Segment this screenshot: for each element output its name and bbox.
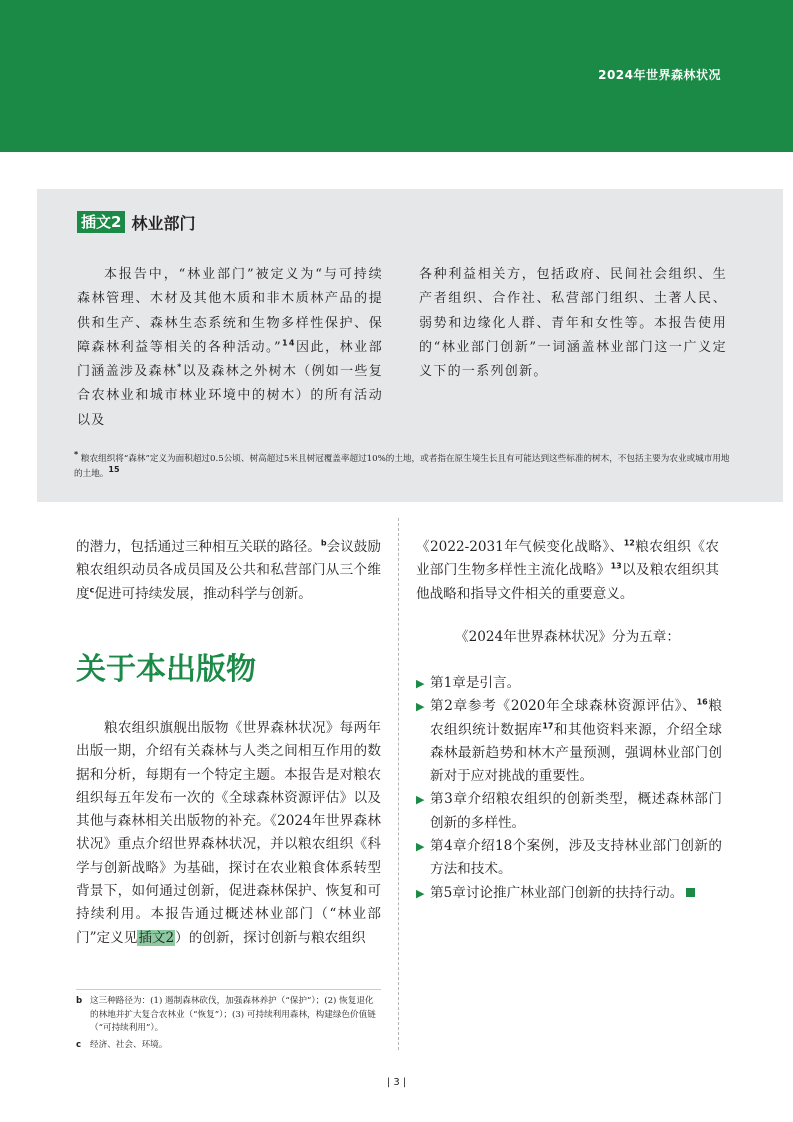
- page-header: [0, 0, 793, 152]
- chapter-text: 第4章介绍18个案例，涉及支持林业部门创新的方法和技术。: [430, 838, 722, 878]
- page-number: | 3 |: [386, 1077, 407, 1088]
- box-footnote: [74, 452, 734, 482]
- footnote-item: [76, 995, 381, 1036]
- text-segment: 《2022-2031年气候变化战略》、: [416, 539, 624, 555]
- chapter-list: [416, 672, 722, 905]
- footnote-asterisk[interactable]: *: [177, 362, 183, 372]
- paragraph-pathways: [76, 536, 381, 606]
- box-label: 插文2: [77, 211, 125, 233]
- footnote-text: 这三种路径为：(1) 遏制森林砍伐，加强森林养护（“保护”）；(2) 恢复退化的林地并扩大复合农林业（“恢复”）；(3) 可持续利用森林，构建绿色价值链（“可持续利用”）。: [90, 996, 376, 1033]
- text-segment: 粮农组织旗舰出版物《世界森林状况》每两年出版一期，介绍有关森林与人类之间相互作用的数据和分析，每期有一个特定主题。本报告是对粮农组织每五年发布一次的《全球森林资源评估》以及其他与森林相关出版物的补充。《2024年世界森林状况》重点介绍世界森林状况，并以粮农组织《科学与创新战略》为基础，探讨在农业粮食体系转型背景下，如何通过创新，促进森林保护、恢复和可持续利用。本报告通过概述林业部门（“林业部门”定义见: [76, 720, 381, 946]
- text-segment: 会议鼓励粮农组织动员各成员国及公共和私营部门从三个维度: [76, 539, 382, 602]
- footnote-text: 经济、社会、环境。: [90, 1039, 168, 1050]
- section-title: 关于本出版物: [76, 652, 256, 687]
- text-segment: 第5章讨论推广林业部门创新的扶持行动。: [430, 884, 684, 901]
- footnote-mark: b: [76, 996, 83, 1006]
- footnote-item: [76, 1039, 381, 1053]
- text-segment: 粮农组织统计数据库: [430, 698, 722, 738]
- text-segment: 的潜力，包括通过三种相互关联的路径。: [76, 539, 321, 555]
- ref-13[interactable]: 13: [610, 561, 622, 571]
- box-text-segment: 以及森林之外树木（例如一些复合农林业和城市林业环境中的树木）的所有活动以及: [77, 364, 383, 428]
- text-segment: 第2章参考《2020年全球森林资源评估》、: [430, 698, 697, 715]
- chapter-text: 第1章是引言。: [430, 675, 521, 691]
- paragraph-about: [76, 717, 381, 950]
- chapter-text: 第3章介绍粮农组织的创新类型，概述森林部门创新的多样性。: [430, 791, 722, 831]
- box-text-segment: 因此，林业部门涵盖涉及森林: [77, 339, 383, 380]
- box-text-segment: 本报告中，“林业部门”被定义为“与可持续森林管理、木材及其他木质和非木质林产品的提供和生产、森林生态系统和生物多样性保护、保障森林利益等相关的各种活动。”: [77, 267, 383, 355]
- list-item: [416, 835, 722, 882]
- footnote-ref-c[interactable]: c: [89, 585, 95, 595]
- text-segment: 和其他资料来源，介绍全球森林最新趋势和林木产量预测，强调林业部门创新对于应对挑战的重要性。: [430, 721, 722, 785]
- text-segment: 粮农组织《农业部门生物多样性主流化战略》: [416, 539, 720, 579]
- ref-16[interactable]: 16: [696, 697, 708, 707]
- chapters-intro: 《2024年世界森林状况》分为五章：: [455, 629, 680, 645]
- list-item: [416, 672, 722, 695]
- footnote-ref-b[interactable]: b: [320, 538, 327, 548]
- list-item: [416, 882, 722, 905]
- footnote-list: [76, 995, 381, 1055]
- box-2-forestry-sector: [37, 189, 783, 502]
- footnote-text: 粮农组织将“森林”定义为面积超过0.5公顷、树高超过5米且树冠覆盖率超过10%的土地，或者指在原生境生长且有可能达到这些标准的树木，不包括主要为农业或城市用地的土地。: [74, 454, 730, 479]
- paragraph-strategies: [416, 536, 719, 606]
- box-heading: [77, 211, 195, 233]
- ref-14[interactable]: 14: [282, 338, 296, 348]
- box-text-left: [77, 263, 383, 433]
- column-divider: [398, 518, 399, 1050]
- footnote-mark: *: [74, 450, 79, 460]
- triangle-bullet-icon: ▶: [416, 793, 425, 807]
- box-2-link[interactable]: 插文2: [138, 929, 175, 946]
- triangle-bullet-icon: ▶: [416, 840, 425, 854]
- publication-title: 2024年世界森林状况: [598, 68, 721, 82]
- footnote-mark: c: [76, 1039, 82, 1050]
- ref-17[interactable]: 17: [542, 721, 554, 731]
- chapter-text: [430, 695, 722, 788]
- end-mark-icon: [686, 888, 695, 897]
- footnote-divider: [76, 989, 381, 990]
- list-item: [416, 788, 722, 835]
- chapter-text: [430, 882, 722, 905]
- triangle-bullet-icon: ▶: [416, 677, 425, 690]
- ref-12[interactable]: 12: [623, 538, 635, 548]
- triangle-bullet-icon: ▶: [416, 700, 425, 714]
- list-item: [416, 695, 722, 788]
- text-segment: 促进可持续发展，推动科学与创新。: [94, 585, 312, 602]
- ref-15[interactable]: 15: [108, 465, 120, 475]
- text-segment: ）的创新，探讨创新与粮农组织: [175, 929, 366, 946]
- text-segment: 以及粮农组织其他战略和指导文件相关的重要意义。: [416, 562, 720, 602]
- box-title: 林业部门: [131, 213, 196, 233]
- triangle-bullet-icon: ▶: [416, 886, 425, 900]
- box-text-right: 各种利益相关方，包括政府、民间社会组织、生产者组织、合作社、私营部门组织、土著人民、弱势和边缘化人群、青年和女性等。本报告使用的“林业部门创新”一词涵盖林业部门这一广义定义下的一系列创新。: [419, 267, 727, 380]
